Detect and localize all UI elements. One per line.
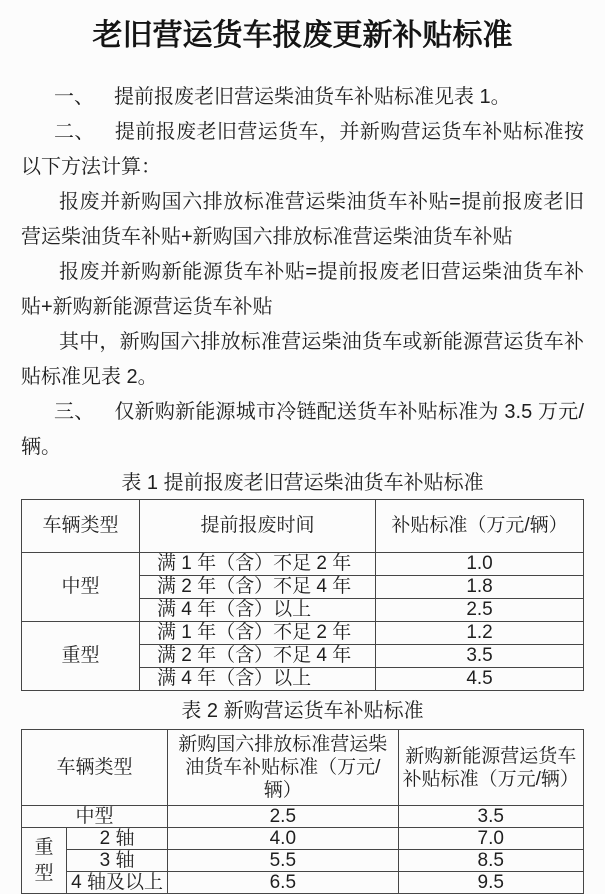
header-ev-subsidy: 新购新能源营运货车补贴标准（万元/辆） [398,730,583,806]
subsidy-cell: 1.0 [376,553,584,576]
table-row [22,622,584,645]
paragraph-6 [21,395,584,465]
paragraph-3 [21,185,584,255]
axle-cell: 2 轴 [66,828,167,850]
period-cell: 满 2 年（含）不足 4 年 [140,576,376,599]
table-row [22,850,584,872]
paragraph-text: 提前报废老旧营运柴油货车补贴标准见表 1。 [114,86,511,108]
heavy-type-label: 重型 [34,836,54,884]
table-1-header-row [22,500,584,553]
subsidy-cell: 4.5 [376,668,584,691]
subsidy-cell: 1.2 [376,622,584,645]
ev-subsidy-cell: 9.5 [398,872,583,894]
vehicle-type-cell [22,828,67,894]
table-1-caption: 表 1 提前报废老旧营运柴油货车补贴标准 [121,472,484,494]
ev-subsidy-cell: 8.5 [398,850,583,872]
axle-cell: 3 轴 [66,850,167,872]
table-row [22,828,584,850]
list-marker: 二、 [54,121,95,143]
table-row [22,872,584,894]
header-vehicle-type: 车辆类型 [22,730,168,806]
paragraph-1 [21,80,584,115]
diesel-subsidy-cell: 6.5 [168,872,398,894]
subsidy-cell: 2.5 [376,599,584,622]
ev-subsidy-cell: 3.5 [398,806,583,828]
vehicle-type-cell: 中型 [22,806,168,828]
paragraph-text: 报废并新购国六排放标准营运柴油货车补贴=提前报废老旧营运柴油货车补贴+新购国六排放标准营运柴油货车补贴 [21,191,584,248]
list-marker: 一、 [54,86,94,108]
paragraph-2 [21,115,584,185]
list-marker: 三、 [54,401,95,423]
diesel-subsidy-cell: 4.0 [168,828,398,850]
vehicle-type-cell: 中型 [22,553,140,622]
table-2-new-purchase-subsidy [21,729,584,894]
paragraph-text: 仅新购新能源城市冷链配送货车补贴标准为 3.5 万元/辆。 [21,401,584,458]
paragraph-text: 报废并新购新能源货车补贴=提前报废老旧营运柴油货车补贴+新购新能源营运货车补贴 [21,261,584,318]
paragraph-4 [21,255,584,325]
vehicle-type-cell: 重型 [22,622,140,691]
ev-subsidy-cell: 7.0 [398,828,583,850]
header-scrappage-period: 提前报废时间 [140,500,376,553]
table-2-caption: 表 2 新购营运货车补贴标准 [181,700,424,722]
header-subsidy-standard: 补贴标准（万元/辆） [376,500,584,553]
period-cell: 满 1 年（含）不足 2 年 [140,622,376,645]
period-cell: 满 2 年（含）不足 4 年 [140,645,376,668]
paragraph-5 [21,325,584,395]
axle-cell: 4 轴及以上 [66,872,167,894]
period-cell: 满 1 年（含）不足 2 年 [140,553,376,576]
subsidy-cell: 1.8 [376,576,584,599]
diesel-subsidy-cell: 5.5 [168,850,398,872]
table-1-scrappage-subsidy [21,499,584,691]
header-vehicle-type: 车辆类型 [22,500,140,553]
paragraph-text: 其中，新购国六排放标准营运柴油货车或新能源营运货车补贴标准见表 2。 [21,331,584,388]
period-cell: 满 4 年（含）以上 [140,599,376,622]
table-2-header-row [22,730,584,806]
subsidy-cell: 3.5 [376,645,584,668]
table-row [22,553,584,576]
period-cell: 满 4 年（含）以上 [140,668,376,691]
header-diesel-subsidy: 新购国六排放标准营运柴油货车补贴标准（万元/辆） [168,730,398,806]
paragraph-text: 提前报废老旧营运货车，并新购营运货车补贴标准按以下方法计算： [21,121,585,178]
table-row [22,806,584,828]
page-title: 老旧营运货车报废更新补贴标准 [92,19,513,52]
diesel-subsidy-cell: 2.5 [168,806,398,828]
